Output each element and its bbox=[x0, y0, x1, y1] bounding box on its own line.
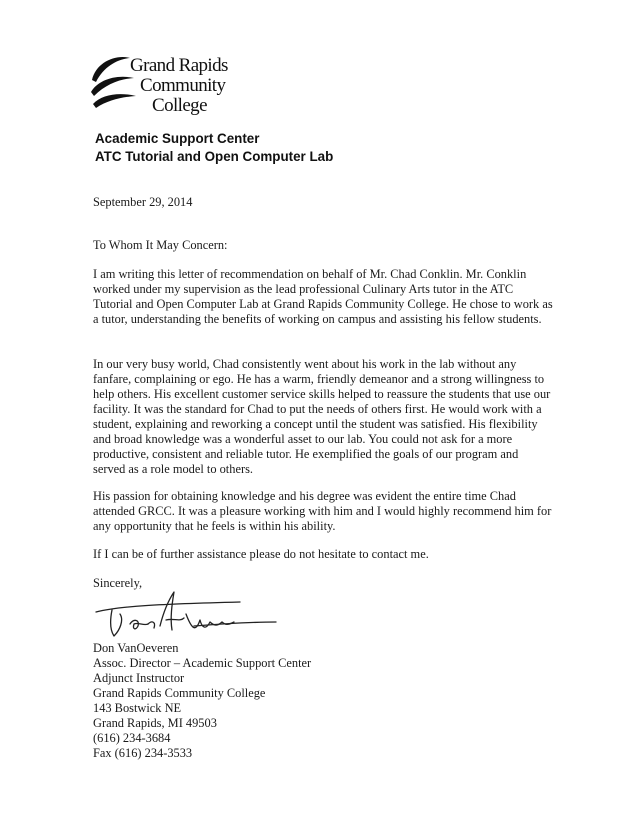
college-logo bbox=[90, 52, 260, 118]
logo-line-1: Grand Rapids bbox=[130, 55, 228, 76]
salutation: To Whom It May Concern: bbox=[93, 238, 228, 252]
logo-line-2: Community bbox=[140, 75, 226, 96]
phone-number: (616) 234-3684 bbox=[93, 731, 171, 745]
fax-number: Fax (616) 234-3533 bbox=[93, 746, 193, 760]
signer-title: Assoc. Director – Academic Support Center bbox=[93, 656, 312, 670]
address-street: 143 Bostwick NE bbox=[93, 701, 182, 715]
department-name: Academic Support Center bbox=[95, 131, 260, 146]
handwritten-signature bbox=[90, 590, 280, 642]
logo-line-3: College bbox=[152, 95, 207, 116]
closing: Sincerely, bbox=[93, 576, 143, 590]
paragraph-2-text: In our very busy world, Chad consistently went about his work in the lab without any fanfare, complaining or ego. He has a warm, friendly demeanor and a strong willingness to help others. His excellent customer service skills helped to reassure the students that use our facility. It was the standard for Chad to put the needs of others first. He would work with a student, explaining and reworking a concept until the student was satisfied. His flexibility and broad knowledge was a wonderful asset to our lab. You could not ask for a more productive, consistent and reliable tutor. He exemplified the goals of our program and served as a role model to others. bbox=[93, 357, 551, 476]
paragraph-1-text: I am writing this letter of recommendation on behalf of Mr. Chad Conklin. Mr. Conklin worked under my supervision as the lead professional Culinary Arts tutor in the ATC Tutorial and Open Computer Lab at Grand Rapids Community College. He chose to work as a tutor, understanding the benefits of working on campus and assisting his fellow students. bbox=[93, 267, 553, 326]
paragraph-4 bbox=[93, 547, 553, 562]
signer-institution: Grand Rapids Community College bbox=[93, 686, 266, 700]
letter-date: September 29, 2014 bbox=[93, 195, 193, 209]
signer-title-2: Adjunct Instructor bbox=[93, 671, 185, 685]
address-city: Grand Rapids, MI 49503 bbox=[93, 716, 217, 730]
unit-name: ATC Tutorial and Open Computer Lab bbox=[95, 149, 334, 164]
paragraph-3 bbox=[93, 489, 553, 534]
signer-name: Don VanOeveren bbox=[93, 641, 179, 655]
paragraph-2 bbox=[93, 357, 553, 477]
paragraph-1 bbox=[93, 267, 553, 327]
paragraph-3-text: His passion for obtaining knowledge and his degree was evident the entire time Chad attended GRCC. It was a pleasure working with him and I would highly recommend him for any opportunity that he feels is within his ability. bbox=[93, 489, 552, 533]
signature-icon bbox=[90, 590, 280, 642]
paragraph-4-text: If I can be of further assistance please do not hesitate to contact me. bbox=[93, 547, 429, 561]
